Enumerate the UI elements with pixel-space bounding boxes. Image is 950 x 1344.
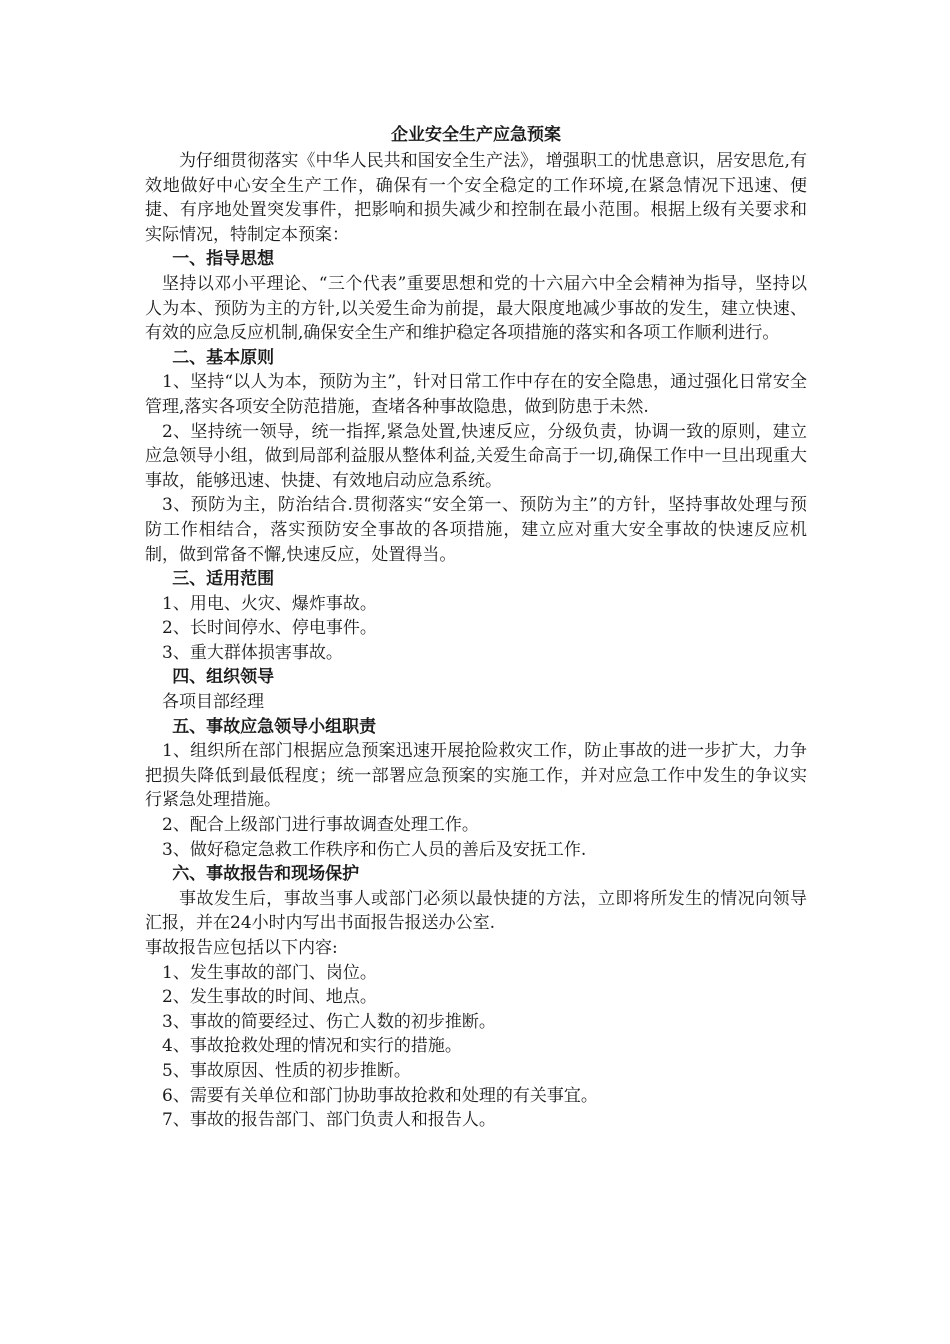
document-page bbox=[145, 122, 807, 1133]
list-item: 3、重大群体损害事故。 bbox=[162, 642, 343, 663]
body-paragraph: 2、坚持统一领导，统一指挥,紧急处置,快速反应，分级负责，协调一致的原则，建立应急领导小组，做到局部利益服从整体利益,关爱生命高于一切,确保工作中一旦出现重大事故，能够迅速、快捷、有效地启动应急系统。 bbox=[145, 421, 807, 491]
section-heading: 三、适用范围 bbox=[172, 569, 275, 590]
section-heading: 四、组织领导 bbox=[172, 667, 275, 688]
section-heading: 六、事故报告和现场保护 bbox=[172, 864, 360, 885]
body-paragraph: 3、做好稳定急救工作秩序和伤亡人员的善后及安抚工作. bbox=[162, 839, 587, 860]
list-item: 2、发生事故的时间、地点。 bbox=[162, 987, 377, 1008]
body-paragraph: 1、坚持“以人为本，预防为主”，针对日常工作中存在的安全隐患，通过强化日常安全管理,落实各项安全防范措施，查堵各种事故隐患，做到防患于未然. bbox=[145, 372, 807, 417]
intro-paragraph: 为仔细贯彻落实《中华人民共和国安全生产法》，增强职工的忧患意识，居安思危,有效地做好中心安全生产工作，确保有一个安全稳定的工作环境,在紧急情况下迅速、便捷、有序地处置突发事件，把影响和损失减少和控制在最小范围。根据上级有关要求和实际情况，特制定本预案： bbox=[145, 151, 807, 245]
list-item: 3、事故的简要经过、伤亡人数的初步推断。 bbox=[162, 1011, 496, 1032]
list-item: 5、事故原因、性质的初步推断。 bbox=[162, 1060, 411, 1081]
body-paragraph: 事故发生后，事故当事人或部门必须以最快捷的方法，立即将所发生的情况向领导汇报，并在24小时内写出书面报告报送办公室. bbox=[145, 888, 807, 934]
section-heading: 五、事故应急领导小组职责 bbox=[172, 716, 377, 737]
list-item: 4、事故抢救处理的情况和实行的措施。 bbox=[162, 1036, 462, 1057]
body-paragraph: 3、预防为主，防治结合.贯彻落实“安全第一、预防为主”的方针，坚持事故处理与预防工作相结合，落实预防安全事故的各项措施，建立应对重大安全事故的快速反应机制，做到常备不懈,快速反应，处置得当。 bbox=[145, 495, 807, 565]
section-heading: 二、基本原则 bbox=[172, 347, 275, 368]
list-item: 1、发生事故的部门、岗位。 bbox=[162, 962, 377, 983]
body-paragraph: 2、配合上级部门进行事故调查处理工作。 bbox=[162, 815, 479, 836]
section-heading: 一、指导思想 bbox=[172, 249, 275, 270]
report-intro: 事故报告应包括以下内容: bbox=[145, 938, 338, 958]
document-title: 企业安全生产应急预案 bbox=[391, 125, 561, 145]
list-item: 2、长时间停水、停电事件。 bbox=[162, 618, 377, 639]
list-item: 6、需要有关单位和部门协助事故抢救和处理的有关事宜。 bbox=[162, 1085, 598, 1106]
body-paragraph: 坚持以邓小平理论、“三个代表”重要思想和党的十六届六中全会精神为指导，坚持以人为本、预防为主的方针,以关爱生命为前提，最大限度地减少事故的发生，建立快速、有效的应急反应机制,确保安全生产和维护稳定各项措施的落实和各项工作顺利进行。 bbox=[145, 273, 807, 344]
list-item: 7、事故的报告部门、部门负责人和报告人。 bbox=[162, 1110, 496, 1131]
body-paragraph: 各项目部经理 bbox=[162, 692, 264, 713]
body-paragraph: 1、组织所在部门根据应急预案迅速开展抢险救灾工作，防止事故的进一步扩大，力争把损失降低到最低程度；统一部署应急预案的实施工作，并对应急工作中发生的争议实行紧急处理措施。 bbox=[145, 741, 807, 811]
list-item: 1、用电、火灾、爆炸事故。 bbox=[162, 593, 377, 614]
